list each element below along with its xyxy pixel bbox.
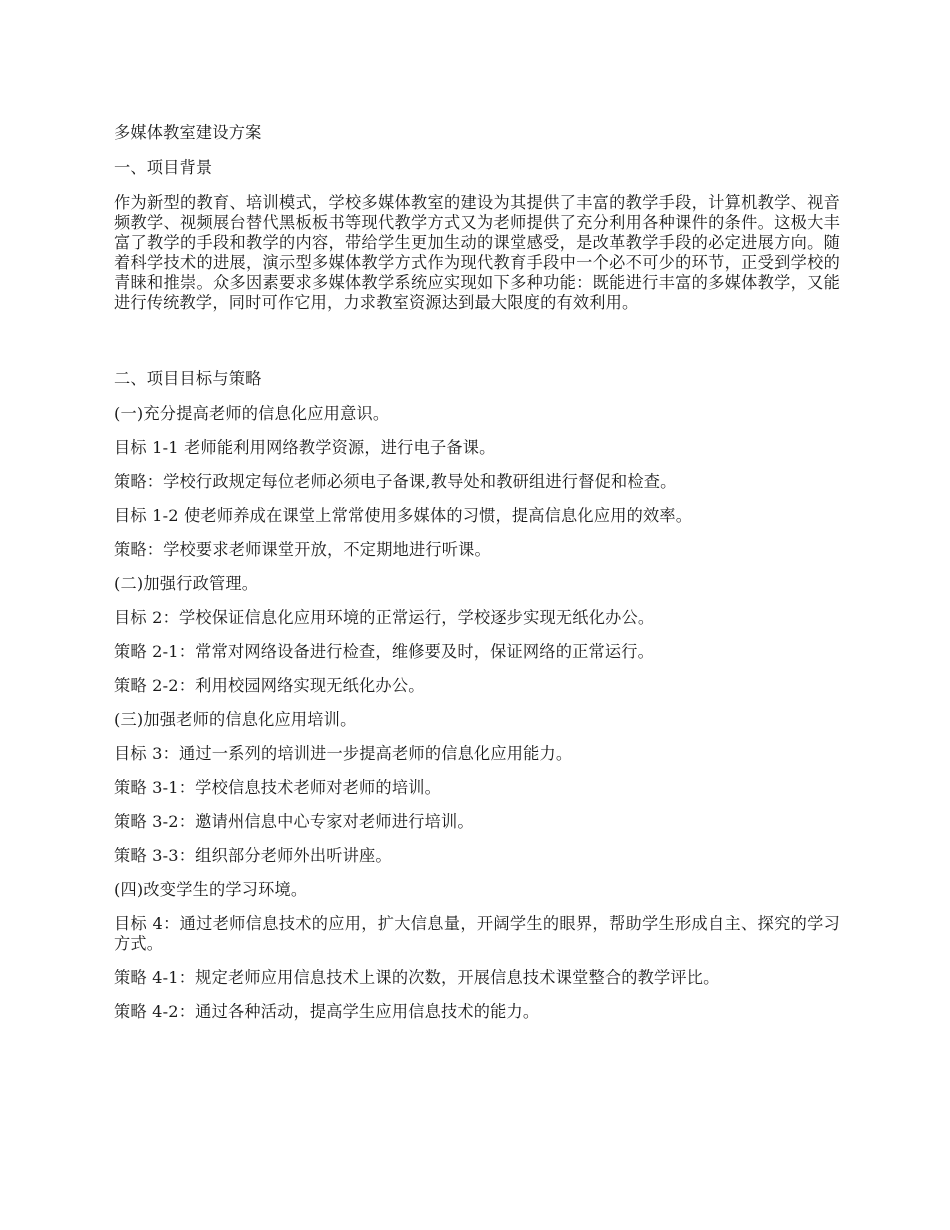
section-heading-background: 一、项目背景: [114, 158, 213, 177]
goal-group-heading-1: (一)充分提高老师的信息化应用意识。: [114, 404, 390, 423]
strategy-item: 策略：学校要求老师课堂开放，不定期地进行听课。: [114, 540, 491, 559]
strategy-item: 策略 3-2：邀请州信息中心专家对老师进行培训。: [114, 812, 474, 831]
goal-group-heading-2: (二)加强行政管理。: [114, 574, 259, 593]
document-title: 多媒体教室建设方案: [114, 123, 262, 142]
strategy-item: 策略 3-3：组织部分老师外出听讲座。: [114, 846, 392, 865]
goal-item: 目标 2：学校保证信息化应用环境的正常运行，学校逐步实现无纸化办公。: [114, 608, 655, 627]
goal-item: 目标 1-1 老师能利用网络教学资源，进行电子备课。: [114, 438, 496, 457]
strategy-item: 策略：学校行政规定每位老师必须电子备课,教导处和教研组进行督促和检查。: [114, 472, 677, 491]
strategy-item: 策略 2-2：利用校园网络实现无纸化办公。: [114, 676, 425, 695]
goal-group-heading-3: (三)加强老师的信息化应用培训。: [114, 710, 357, 729]
goal-item: 目标 4：通过老师信息技术的应用，扩大信息量，开阔学生的眼界，帮助学生形成自主、探究的学习方式。: [114, 914, 840, 953]
section-heading-goals: 二、项目目标与策略: [114, 369, 262, 388]
strategy-item: 策略 3-1：学校信息技术老师对老师的培训。: [114, 778, 441, 797]
goal-group-heading-4: (四)改变学生的学习环境。: [114, 880, 308, 899]
strategy-item: 策略 4-1：规定老师应用信息技术上课的次数，开展信息技术课堂整合的教学评比。: [114, 968, 720, 987]
background-paragraph: 作为新型的教育、培训模式，学校多媒体教室的建设为其提供了丰富的教学手段，计算机教学、视音频教学、视频展台替代黑板板书等现代教学方式又为老师提供了充分利用各种课件的条件。这极大丰富了教学的手段和教学的内容，带给学生更加生动的课堂感受，是改革教学手段的必定进展方向。随着科学技术的进展，演示型多媒体教学方式作为现代教育手段中一个必不可少的环节，正受到学校的青睐和推崇。众多因素要求多媒体教学系统应实现如下多种功能：既能进行丰富的多媒体教学，又能进行传统教学，同时可作它用，力求教室资源达到最大限度的有效利用。: [114, 193, 840, 312]
goal-item: 目标 3：通过一系列的培训进一步提高老师的信息化应用能力。: [114, 744, 573, 763]
document-page: [114, 123, 840, 1022]
goal-item: 目标 1-2 使老师养成在课堂上常常使用多媒体的习惯，提高信息化应用的效率。: [114, 506, 693, 525]
strategy-item: 策略 2-1：常常对网络设备进行检查，维修要及时，保证网络的正常运行。: [114, 642, 655, 661]
strategy-item: 策略 4-2：通过各种活动，提高学生应用信息技术的能力。: [114, 1002, 540, 1021]
